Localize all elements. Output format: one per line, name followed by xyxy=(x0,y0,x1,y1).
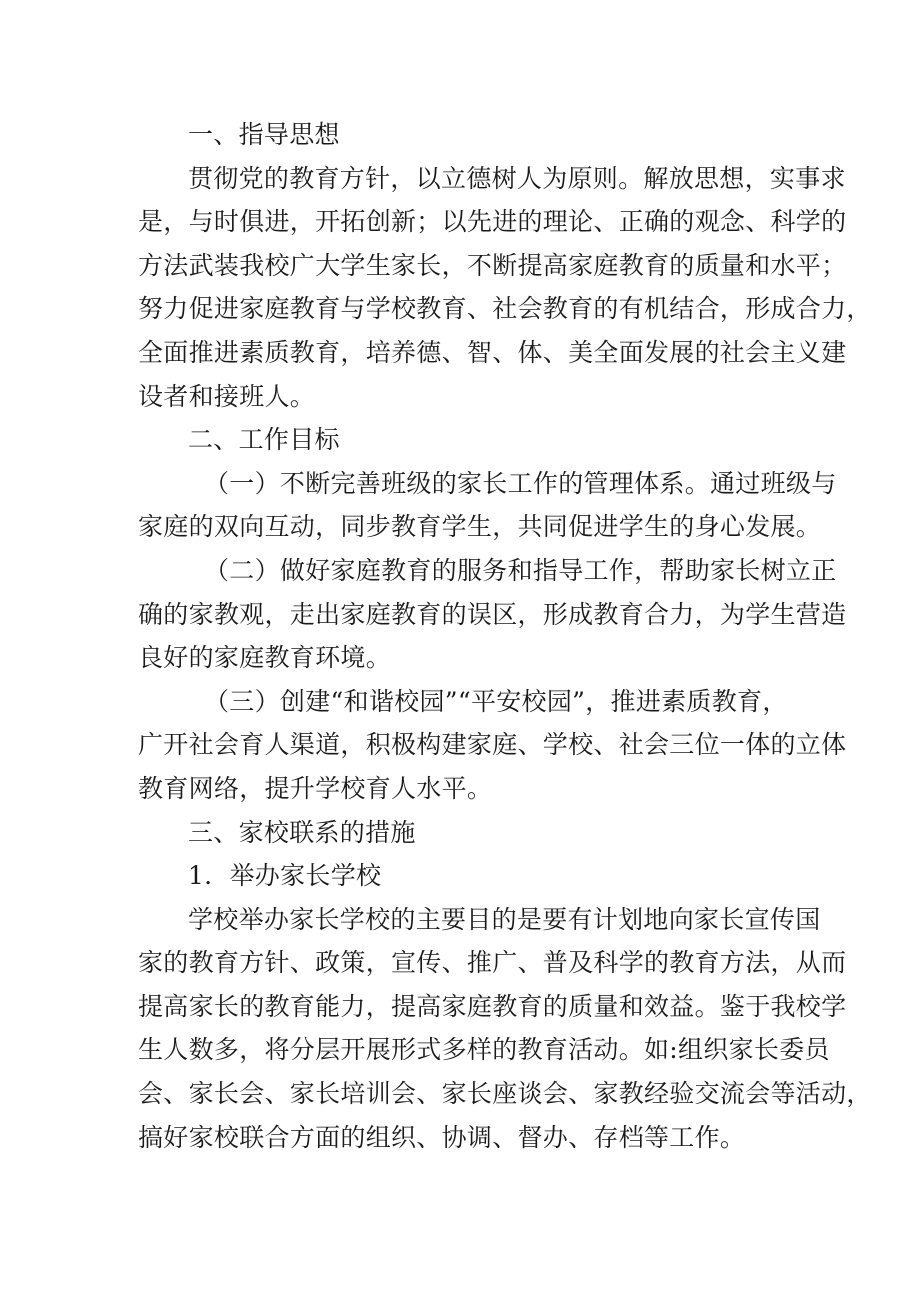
section-heading-measures: 三、家校联系的措施 xyxy=(188,817,416,847)
paragraph-line: 搞好家校联合方面的组织、协调、督办、存档等工作。 xyxy=(138,1122,746,1152)
paragraph-line: （一）不断完善班级的家长工作的管理体系。通过班级与 xyxy=(204,468,837,498)
document-body xyxy=(138,113,872,1159)
paragraph-line: 贯彻党的教育方针，以立德树人为原则。解放思想，实事求 xyxy=(188,163,846,193)
paragraph-line: 学校举办家长学校的主要目的是要有计划地向家长宣传国 xyxy=(188,904,821,934)
paragraph-line: 生人数多，将分层开展形式多样的教育活动。如:组织家长委员 xyxy=(138,1035,830,1065)
paragraph-line: 会、家长会、家长培训会、家长座谈会、家教经验交流会等活动， xyxy=(138,1079,872,1109)
paragraph-line: 教育网络，提升学校育人水平。 xyxy=(138,773,493,803)
paragraph-line: （二）做好家庭教育的服务和指导工作，帮助家长树立正 xyxy=(204,555,837,585)
paragraph-line: 提高家长的教育能力，提高家庭教育的质量和效益。鉴于我校学 xyxy=(138,991,847,1021)
subsection-heading-parent-school: 1．举办家长学校 xyxy=(188,861,382,891)
section-heading-guiding-ideology: 一、指导思想 xyxy=(188,120,340,149)
paragraph-line: 家的教育方针、政策，宣传、推广、普及科学的教育方法，从而 xyxy=(138,948,847,978)
section-heading-work-goals: 二、工作目标 xyxy=(188,425,340,455)
paragraph-line: 家庭的双向互动，同步教育学生，共同促进学生的身心发展。 xyxy=(138,512,822,542)
paragraph-line: 全面推进素质教育，培养德、智、体、美全面发展的社会主义建 xyxy=(138,337,847,367)
paragraph-line: 努力促进家庭教育与学校教育、社会教育的有机结合，形成合力， xyxy=(138,294,872,324)
paragraph-line: 是，与时俱进，开拓创新；以先进的理论、正确的观念、科学的 xyxy=(138,207,847,237)
paragraph-line: 设者和接班人。 xyxy=(138,381,316,411)
paragraph-line: 广开社会育人渠道，积极构建家庭、学校、社会三位一体的立体 xyxy=(138,730,847,760)
paragraph-line: 良好的家庭教育环境。 xyxy=(138,643,392,673)
paragraph-line: （三）创建“和谐校园”“平安校园”，推进素质教育， xyxy=(204,686,788,716)
paragraph-line: 方法武装我校广大学生家长，不断提高家庭教育的质量和水平； xyxy=(138,250,847,280)
paragraph-line: 确的家教观，走出家庭教育的误区，形成教育合力，为学生营造 xyxy=(138,599,847,629)
